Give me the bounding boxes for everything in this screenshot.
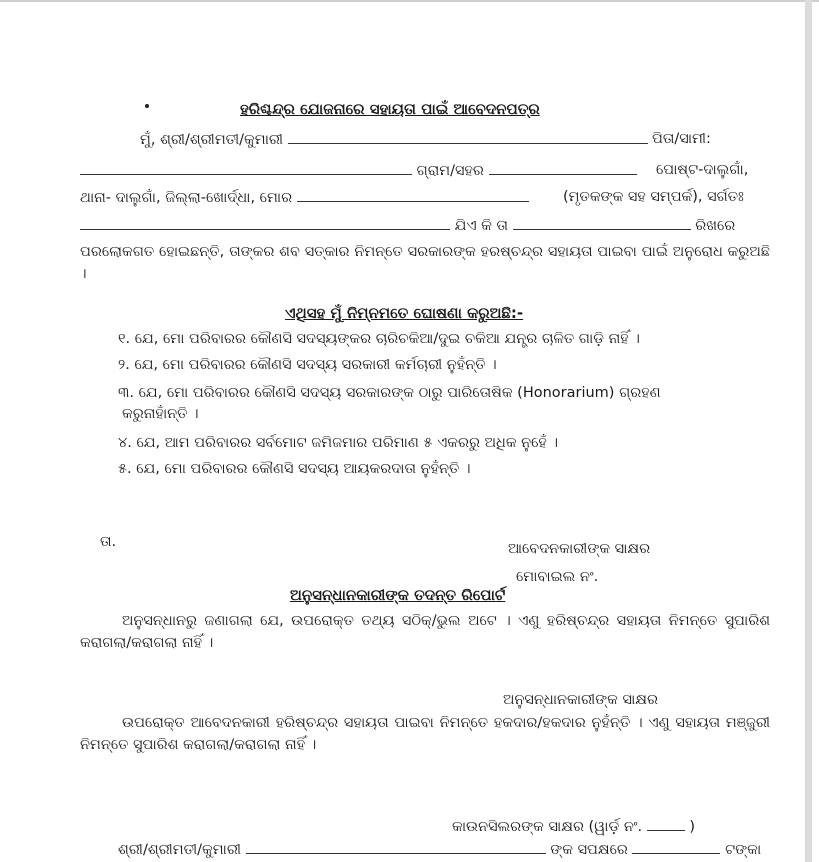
page-right-edge <box>805 0 812 862</box>
councillor-close-paren: ) <box>689 819 696 835</box>
form-title: ହରିଶ୍ଚନ୍ଦ୍ର ଯୋଜନାରେ ସହାୟତା ପାଇଁ ଆବେଦନପତ୍ର <box>240 100 540 118</box>
stray-dot <box>145 104 149 108</box>
post-office-label: ପୋଷ୍ଟ-ଦାଲୁଗାଁ, <box>656 162 749 178</box>
date-suffix-label: ରିଖରେ <box>695 218 736 234</box>
deceased-name-field[interactable] <box>80 215 450 230</box>
who-on-date-label: ଯିଏ କି ତା <box>454 218 508 234</box>
applicant-prefix-label: ମୁଁ, ଶ୍ରୀ/ଶ୍ରୀମତୀ/କୁମାରୀ <box>140 132 284 148</box>
declaration-item: ୧. ଯେ, ମୋ ପରିବାରର କୌଣସି ସଦସ୍ୟଙ୍କର ଚାରିଚକିଆ/ଦୁଇ ଚକିଆ ଯନ୍ତ୍ର ଚାଳିତ ଗାଡ଼ି ନାହିଁ । <box>118 331 640 347</box>
beneficiary-prefix-label: ଶ୍ରୀ/ଶ୍ରୀମତୀ/କୁମାରୀ <box>118 842 242 858</box>
report-heading: ଅନୁସନ୍ଧାନକାରୀଙ୍କ ତଦନ୍ତ ରିପୋର୍ଟ <box>290 586 506 604</box>
declaration-heading: ଏଥିସହ ମୁଁ ନିମ୍ନମତେ ଘୋଷଣା କରୁଅଛି:- <box>285 304 524 322</box>
relation-field[interactable] <box>297 187 529 202</box>
relation-line <box>80 187 529 208</box>
death-date-field[interactable] <box>513 215 691 230</box>
mobile-number-label: ମୋବାଇଲ ନଂ. <box>516 569 599 585</box>
declaration-item-cont: କରୁନାହାଁନ୍ତି । <box>122 406 199 422</box>
amount-line <box>118 839 761 860</box>
declaration-item: ୩. ଯେ, ମୋ ପରିବାରର କୌଣସି ସଦସ୍ୟ ସରକାରଙ୍କ ଠାରୁ ପାରିତୋଷିକ (Honorarium) ଗ୍ରହଣ <box>118 385 661 401</box>
councillor-signature-line <box>452 816 695 837</box>
request-paragraph: ପରଲୋକଗତ ହୋଇଛନ୍ତି, ତାଙ୍କର ଶବ ସତ୍କାର ନିମନ୍ତେ ସରକାରଙ୍କ ହରଷ୍ଚନ୍ଦ୍ର ସହାୟତା ପାଇବା ପାଇଁ ଅନୁରୋଧ କରୁଅଛି । <box>80 244 770 282</box>
village-label: ଗ୍ରାମ/ସହର <box>416 163 484 179</box>
declaration-item: ୨. ଯେ, ମୋ ପରିବାରର କୌଣସି ସଦସ୍ୟ ସରକାରୀ କର୍ମଚାରୀ ନୁହଁନ୍ତି । <box>118 357 497 373</box>
investigator-signature-label: ଅନୁସନ୍ଧାନକାରୀଙ୍କ ସାକ୍ଷର <box>503 692 658 708</box>
father-name-field[interactable] <box>80 160 412 175</box>
councillor-signature-label: କାଉନସିଲରଙ୍କ ସାକ୍ଷର (ୱାର୍ଡ଼ ନଂ. <box>452 819 643 835</box>
village-line <box>80 160 637 181</box>
relation-label: (ମୃତକଙ୍କ ସହ ସମ୍ପର୍କ), ସର୍ଗତଃ <box>563 189 744 205</box>
declaration-item: ୪. ଯେ, ଆମ ପରିବାରର ସର୍ବମୋଟ ଜମିଜମାର ପରିମାଣ ୫ ଏକରରୁ ଅଧିକ ନୁହେଁ । <box>118 435 559 451</box>
eligibility-paragraph: ଉପରୋକ୍ତ ଆବେଦନକାରୀ ହରିଷ୍ଚନ୍ଦ୍ର ସହାୟତା ପାଇବା ନିମନ୍ତେ ହକଦାର/ହକଦାର ନୁହଁନ୍ତି । ଏଣୁ ସହାୟତା ମଞ୍ଜୁରୀ ନିମନ୍ତେ ସୁପାରିଶ କରାଗଲା/କରାଗଲା ନାହିଁ । <box>80 715 770 753</box>
page-top-edge <box>0 0 819 2</box>
in-favour-label: ଙ୍କ ସପକ୍ଷରେ <box>550 842 628 858</box>
report-paragraph: ଅନୁସନ୍ଧାନରୁ ଜଣାଗଲା ଯେ, ଉପରୋକ୍ତ ତଥ୍ୟ ସଠିକ୍/ଭୁଲ ଅଟେ । ଏଣୁ ହରିଷ୍ଚନ୍ଦ୍ର ସହାୟତା ନିମନ୍ତେ ସୁପାରିଶ କରାଗଲା/କରାଗଲା ନାହିଁ । <box>80 613 770 651</box>
thana-district-label: ଥାନା- ଦାଲୁଗାଁ, ଜିଲ୍ଲା-ଖୋର୍ଦ୍ଧା, ମୋର <box>80 190 293 206</box>
amount-field[interactable] <box>632 839 720 854</box>
applicant-name-line <box>140 129 648 150</box>
date-label: ତା. <box>100 534 117 550</box>
father-husband-label: ପିତା/ସାମୀ: <box>652 131 711 147</box>
beneficiary-name-field[interactable] <box>246 839 546 854</box>
declaration-item: ୫. ଯେ, ମୋ ପରିବାରର କୌଣସି ସଦସ୍ୟ ଆୟକରଦାତା ନୁହଁନ୍ତି । <box>118 461 471 477</box>
applicant-signature-label: ଆବେଦନକାରୀଙ୍କ ସାକ୍ଷର <box>508 541 651 557</box>
applicant-name-field[interactable] <box>288 129 648 144</box>
date-of-death-line <box>80 215 735 236</box>
rupees-label: ଟଙ୍କା <box>725 842 762 858</box>
ward-number-field[interactable] <box>647 816 685 831</box>
village-field[interactable] <box>489 160 637 175</box>
